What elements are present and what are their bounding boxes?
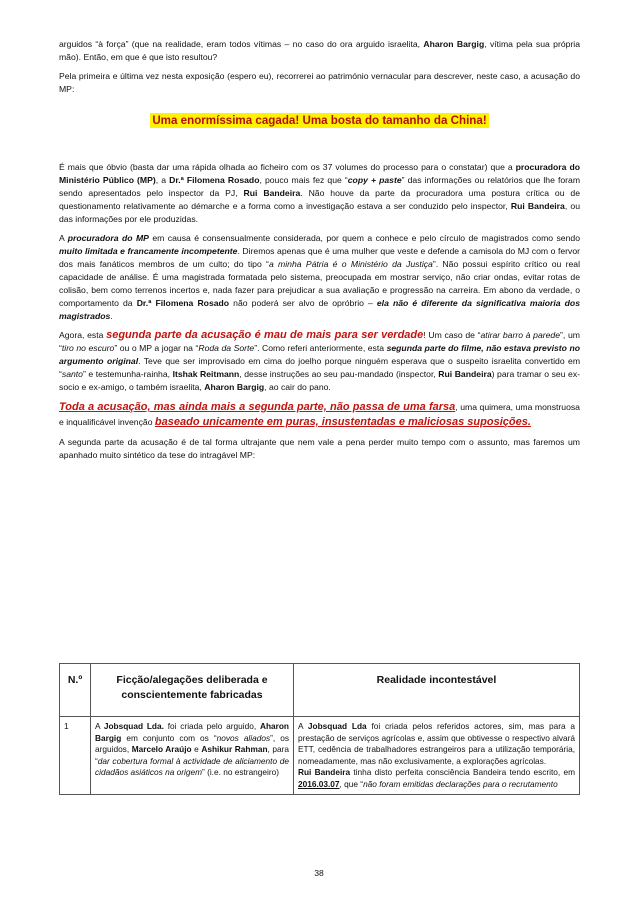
- text-run: , uma quimera, uma monstruosa e inqualificável invenção: [59, 402, 580, 427]
- bold-italic-run: muito limitada e francamente incompetente: [59, 246, 238, 256]
- cell-fiction: [91, 717, 294, 795]
- bold-run: Dr.ª Filomena Rosado: [169, 175, 260, 185]
- page-number: 38: [314, 868, 324, 878]
- italic-run: a minha Pátria é o Ministério da Justiça: [268, 259, 433, 269]
- text-run: , a: [155, 175, 170, 185]
- header-fiction: Ficção/alegações deliberada e conscientemente fabricadas: [91, 664, 294, 717]
- italic-run: dar cobertura formal à actividade de aliciamento de cidadãos asiáticos na origem: [95, 755, 289, 777]
- paragraph-5: [59, 329, 580, 394]
- bold-run: Rui Bandeira: [298, 767, 351, 777]
- text-run: . Teve que ser improvisado em cima do joelho porque ninguém esperava que o suspeito israelita convertido em “: [59, 356, 581, 379]
- text-run: Agora, esta: [59, 330, 107, 340]
- text-run: e: [191, 744, 202, 754]
- bold-run: procuradora do Ministério Público (MP): [59, 162, 580, 185]
- paragraph-1: [59, 38, 580, 64]
- text-run: , vítima pela sua própria mão). Então, em que é que isto resultou?: [59, 39, 580, 62]
- text-run: .: [110, 311, 113, 321]
- italic-run: santo: [61, 369, 83, 379]
- bold-run: Aharon Bargig: [95, 721, 289, 743]
- text-run: ”. Como referi anteriormente, esta: [254, 343, 387, 353]
- bold-italic-run: segunda parte do filme, não estava previsto no argumento original: [59, 343, 580, 366]
- text-run: ” e testemunha-rainha,: [82, 369, 173, 379]
- paragraph-7: A segunda parte da acusação é de tal forma ultrajante que nem vale a pena perder muito tempo com o assunto, mas faremos um apanhado muito sintético da tese do intragável MP:: [59, 437, 580, 460]
- paragraph-6: [59, 400, 580, 430]
- bold-run: Rui Bandeira: [438, 369, 492, 379]
- text-run: A: [95, 721, 104, 731]
- red-underlined-emphasis: Toda a acusação, mas ainda mais a segunda parte, não passa de uma farsa: [59, 401, 456, 413]
- text-run: ” das informações ou relatórios que lhe foram sendo apresentados pelo inspector da PJ,: [59, 175, 580, 198]
- date-emphasis: 2016.03.07: [298, 778, 340, 789]
- bold-italic-run: ela não é diferente da significativa maioria dos magistrados: [59, 298, 580, 321]
- text-run: , desse instruções ao seu pau-mandado (inspector,: [239, 369, 439, 379]
- comparison-table: [59, 663, 580, 795]
- page-body: [59, 38, 580, 468]
- header-number: N.º: [60, 664, 91, 717]
- text-run: , pouco mais fez que “: [259, 175, 348, 185]
- text-run: A: [298, 721, 308, 731]
- bold-run: Jobsquad Lda.: [103, 721, 164, 731]
- bold-run: Rui Bandeira: [243, 188, 301, 198]
- text-run: não poderá ser alvo de opróbrio –: [229, 298, 377, 308]
- text-run: . Diremos apenas que é uma mulher que veste e defende a camisola do MJ com o fervor dos mais fanáticos membros de um culto; do tipo “: [59, 246, 580, 269]
- text-run: ”. Não possui espírito crítico ou real capacidade de análise. É uma magistrada formatada pelo sistema, preocupada em mostrar serviço, não criar ondas, evitar rotas de colisão, bem como terrenos incertos e, nada fazer para prejudicar a sua avaliação e progressão na carreira. Em abono da verdade, o comportamento da: [59, 259, 580, 308]
- text-run: arguidos “à força” (que na realidade, eram todos vítimas – no caso do ora arguido israelita,: [59, 39, 424, 49]
- text-run: , ou das informações por ele produzidas.: [59, 201, 580, 224]
- paragraph-4: [59, 232, 580, 323]
- text-run: ”, os arguidos,: [95, 732, 289, 754]
- text-run: É mais que óbvio (basta dar uma rápida olhada ao ficheiro com os 37 volumes do processo para o constatar) que a: [59, 162, 516, 172]
- highlighted-statement-text: Uma enormíssima cagada! Uma bosta do tamanho da China!: [152, 114, 487, 127]
- text-run: ”, um “: [59, 330, 580, 353]
- bold-run: Dr.ª Filomena Rosado: [136, 298, 230, 308]
- red-emphasis: segunda parte da acusação é mau de mais para ser verdade: [106, 329, 424, 341]
- text-run: foi criada pelo arguido,: [163, 721, 260, 731]
- italic-run: novos aliados: [216, 732, 271, 743]
- paragraph-2: Pela primeira e última vez nesta exposição (espero eu), recorrerei ao património vernacular para descrever, neste caso, a acusação do MP:: [59, 71, 580, 94]
- name-aharon-bargig: Aharon Bargig: [423, 39, 485, 49]
- text-run: A: [59, 233, 68, 243]
- bold-run: Marcelo Araújo: [131, 744, 192, 754]
- text-run: , ao cair do pano.: [264, 382, 331, 392]
- paragraph-3: [59, 161, 580, 226]
- text-run: foi criada pelos referidos actores, sim, mas para a prestação de serviços agrícolas e, assim que obtivesse o respectivo alvará ETT, cedência de trabalhadores estrangeiros para a utilização temporária, nomeadamente, mas não exclusivamente, a explorações agrícolas.: [298, 721, 575, 766]
- highlighted-statement: [59, 114, 580, 127]
- row-number: 1: [60, 717, 91, 795]
- text-run: tinha disto perfeita consciência Bandeira tendo escrito, em: [350, 767, 575, 777]
- bold-run: Jobsquad Lda: [307, 721, 367, 731]
- text-run: ! Um caso de “: [423, 330, 481, 340]
- text-run: ) para tramar o seu ex-socio e ex-amigo, o também israelita,: [59, 369, 581, 392]
- italic-run: Roda da Sorte: [198, 343, 255, 353]
- text-run: ” (i.e. no estrangeiro): [202, 767, 280, 777]
- bold-italic-run: copy + paste: [347, 175, 402, 185]
- text-run: ” ou o MP a jogar na “: [114, 343, 199, 353]
- red-underlined-emphasis: baseado unicamente em puras, insustentadas e maliciosas suposições.: [154, 416, 531, 428]
- bold-run: Rui Bandeira: [510, 201, 565, 211]
- bold-run: Aharon Bargig: [204, 382, 265, 392]
- text-run: em conjunto com os “: [121, 732, 217, 743]
- text-run: . Não houve da parte da procuradora uma postura crítica ou de questionamento relativamente ao démarche e a forma como a investigação estava a ser conduzido pelo inspector,: [59, 188, 580, 211]
- bold-italic-run: procuradora do MP: [67, 233, 149, 243]
- bold-run: Itshak Reitmann: [172, 369, 240, 379]
- bold-run: Ashikur Rahman: [201, 744, 268, 754]
- table-row: [60, 717, 580, 795]
- header-reality: Realidade incontestável: [294, 664, 580, 717]
- text-run: , para “: [95, 744, 290, 766]
- text-run: , que “: [339, 778, 364, 789]
- italic-run: não foram emitidas declarações para o recrutamento: [363, 778, 558, 789]
- italic-run: atirar barro à parede: [480, 330, 561, 340]
- italic-run: tiro no escuro: [61, 343, 115, 353]
- cell-reality: [294, 717, 580, 795]
- text-run: em causa é consensualmente considerada, por quem a conhece e pelo círculo de magistrados como sendo: [148, 233, 580, 243]
- table-header-row: [60, 664, 580, 717]
